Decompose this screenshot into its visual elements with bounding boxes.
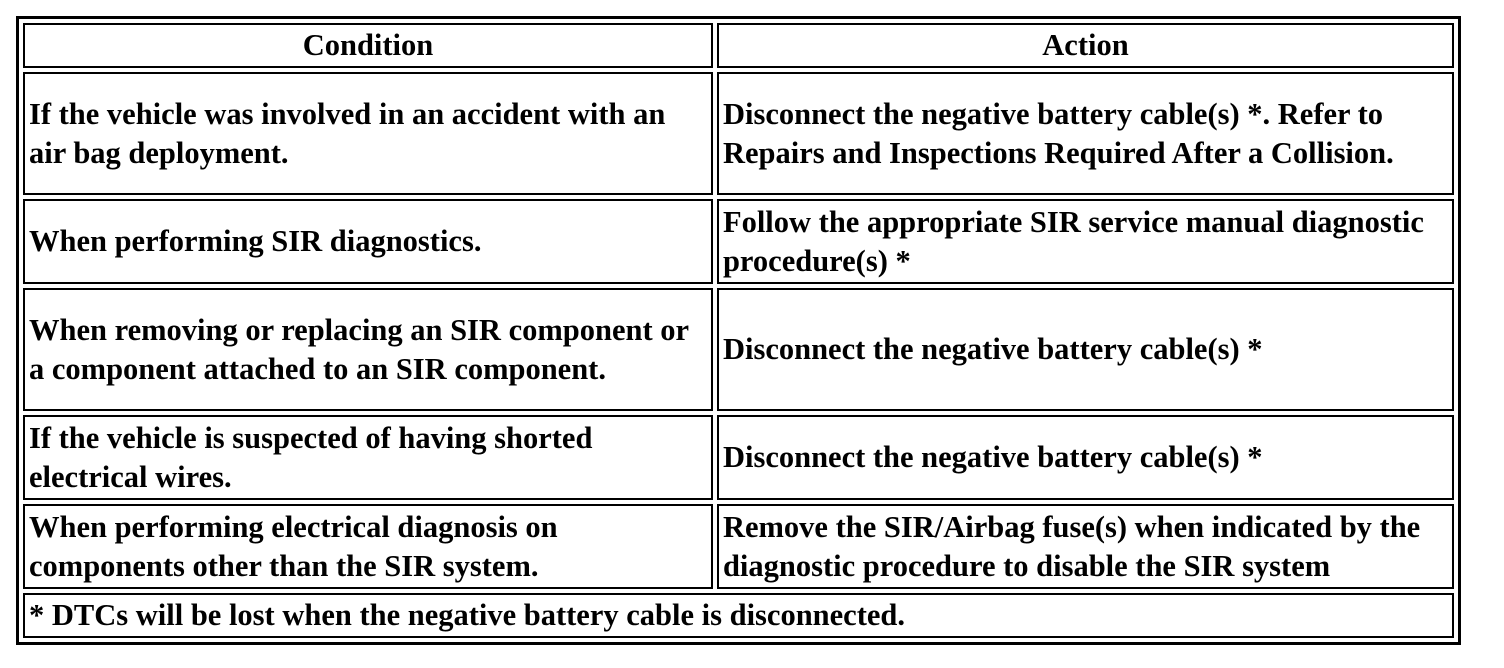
table-row — [23, 288, 1454, 411]
header-row — [23, 23, 1454, 68]
condition-action-table — [16, 16, 1461, 645]
table-row — [23, 504, 1454, 589]
table-row — [23, 199, 1454, 284]
header-condition: Condition — [23, 23, 713, 68]
table-row — [23, 415, 1454, 500]
header-action: Action — [717, 23, 1454, 68]
action-cell: Disconnect the negative battery cable(s) * — [717, 288, 1454, 411]
action-cell: Disconnect the negative battery cable(s) * — [717, 415, 1454, 500]
action-cell: Disconnect the negative battery cable(s) *. Refer to Repairs and Inspections Required After a Collision. — [717, 72, 1454, 195]
condition-cell: When removing or replacing an SIR component or a component attached to an SIR component. — [23, 288, 713, 411]
condition-cell: When performing electrical diagnosis on components other than the SIR system. — [23, 504, 713, 589]
table-row — [23, 72, 1454, 195]
action-cell: Follow the appropriate SIR service manual diagnostic procedure(s) * — [717, 199, 1454, 284]
condition-cell: If the vehicle is suspected of having shorted electrical wires. — [23, 415, 713, 500]
condition-cell: When performing SIR diagnostics. — [23, 199, 713, 284]
footnote-text: * DTCs will be lost when the negative battery cable is disconnected. — [23, 593, 1454, 638]
action-cell: Remove the SIR/Airbag fuse(s) when indicated by the diagnostic procedure to disable the SIR system — [717, 504, 1454, 589]
condition-cell: If the vehicle was involved in an accident with an air bag deployment. — [23, 72, 713, 195]
footnote-row — [23, 593, 1454, 638]
